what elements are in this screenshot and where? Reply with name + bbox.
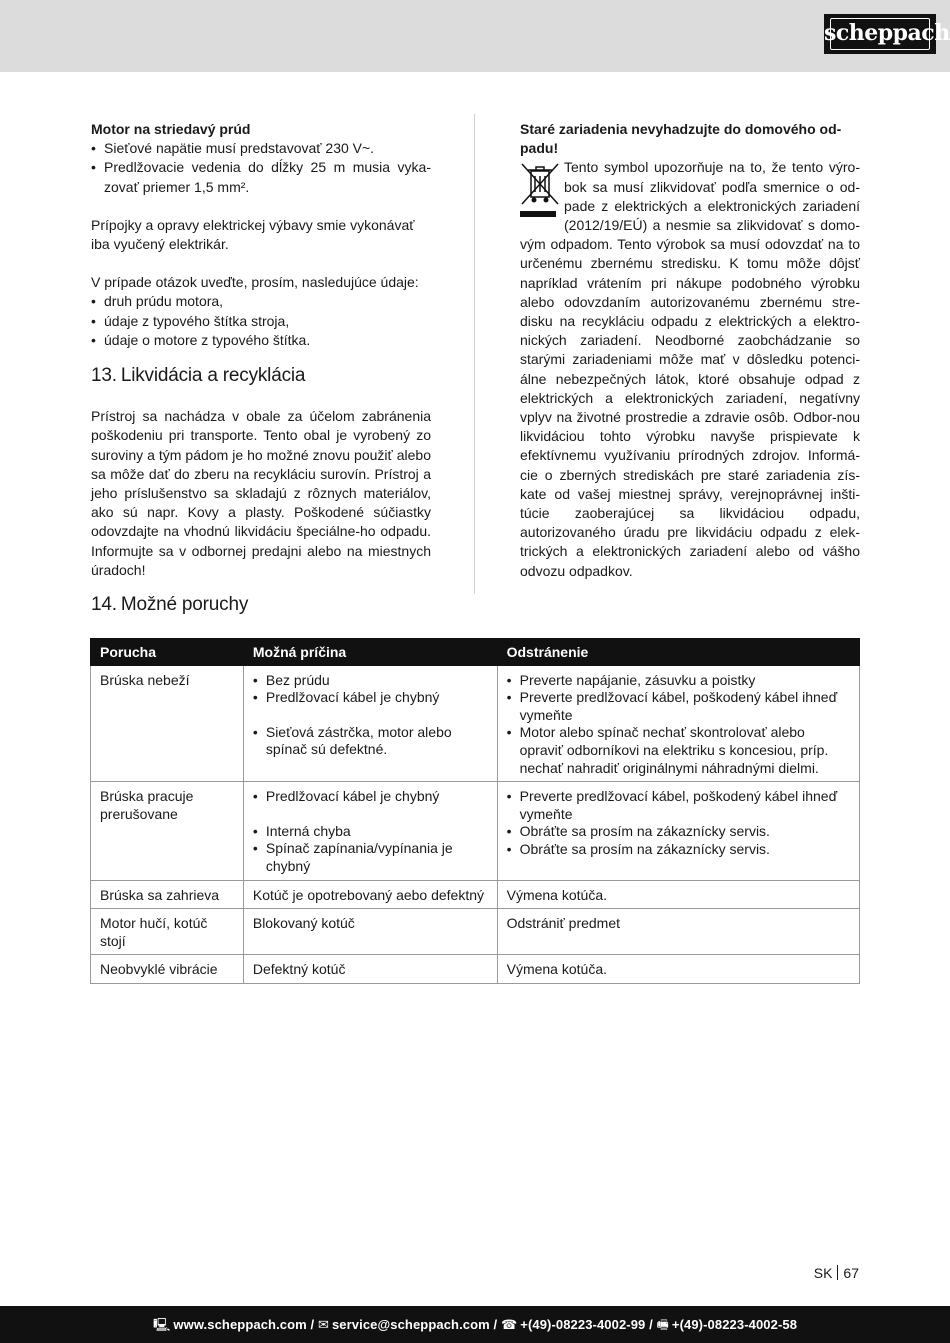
cause-cell: Blokovaný kotúč bbox=[243, 909, 497, 955]
header-cause: Možná príčina bbox=[243, 639, 497, 666]
fax-icon: 🖷 bbox=[656, 1317, 669, 1332]
questions-intro: V prípade otázok uveďte, prosím, nasledujúce údaje: bbox=[91, 274, 419, 291]
cause-item: • Interná chyba bbox=[253, 823, 488, 841]
phone-icon: ☎ bbox=[500, 1317, 518, 1332]
table-row bbox=[91, 665, 860, 782]
page-lang: SK bbox=[813, 1265, 833, 1281]
email-icon: ✉ bbox=[317, 1317, 329, 1332]
fault-cell: Brúska sa zahrieva bbox=[91, 880, 244, 909]
disposal-text-block bbox=[520, 158, 860, 580]
cause-item: • Spínač zapínania/vypínania je chybný bbox=[253, 840, 488, 875]
section-13-text: Prístroj sa nachádza v obale za účelom zabránenia poškodeniu pri transporte. Tento obal je vyrobený zo suroviny a tým pádom je ho možné znovu použiť alebo sa môže dať do zberu na recykláciu surovín. Prístroj a jeho príslušenstvo sa skladajú z rôznych materiálov, ako sú napr. Kovy a plasty. Poškodené súčiastky odovzdajte na vhodnú likvidáciu špeciálne-ho odpadu. Informujte sa v odbornej predajni alebo na miestnych úradoch! bbox=[91, 408, 431, 578]
cause-item: • Sieťová zástrčka, motor alebo spínač sú defektné. bbox=[253, 724, 488, 759]
remedy-cell bbox=[497, 782, 859, 880]
table-row bbox=[91, 909, 860, 955]
fault-cell: Brúska pracuje prerušovane bbox=[91, 782, 244, 880]
cause-cell: Kotúč je opotrebovaný aebo defektný bbox=[243, 880, 497, 909]
section-14-heading bbox=[91, 594, 248, 616]
weee-crossed-bin-icon bbox=[520, 160, 560, 218]
motor-bullet: • Predlžovacie vedenia do dĺžky 25 m musia vyka-zovať priemer 1,5 mm². bbox=[91, 158, 431, 196]
questions-bullet: • druh prúdu motora, bbox=[91, 292, 431, 311]
remedy-cell: Výmena kotúča. bbox=[497, 955, 859, 984]
disposal-text: Tento symbol upozorňuje na to, že tento výro-bok sa musí zlikvidovať podľa smernice o od-pade z elektrických a elektronických zariadení (2012/19/EÚ) a nesmie sa zlikvidovať s domo-vým odpadom. Tento výrobok sa musí odovzdať na to určenému zbernému stredisku. K tomu môže dôjsť napríklad vrátením pri nákupe podobného výrobku alebo odovzdaním autorizovanému zbernému stre-disku na recykláciu odpadu z elektrických a elektro-nických zariadení. Neodborné zaobchádzanie so starými zariadeniami môže mať v dôsledku potenci-álne nebezpečných látok, ktoré obsahuje odpad z elektrických a elektronických zariadení, negatívny vplyv na životné prostredie a zdravie osôb. Odbor-nou likvidáciou tohto výrobku navyše prispievate k efektívnemu využívaniu prírodných zdrojov. Informá-cie o zberných strediskách pre staré zariadenia zís-kate od vašej miestnej správy, verejnoprávnej inšti-túcie zaoberajúcej sa likvidáciou odpadu, autorizovaného úradu pre likvidáciu odpadu z elek-trických a elektronických zariadení alebo od vášho odvozu odpadkov. bbox=[520, 159, 860, 579]
cause-cell bbox=[243, 665, 497, 782]
footer-separator: / bbox=[645, 1317, 657, 1332]
footer-fax: +(49)-08223-4002-58 bbox=[671, 1317, 798, 1332]
brand-logo[interactable]: scheppach bbox=[824, 14, 936, 54]
remedy-item: • Obráťte sa prosím na zákaznícky servis. bbox=[507, 823, 850, 841]
page-number bbox=[814, 1265, 859, 1281]
section-13-number: 13. bbox=[91, 365, 117, 387]
remedy-item: • Preverte predlžovací kábel, poškodený kábel ihneď vymeňte bbox=[507, 689, 850, 724]
remedy-cell: Výmena kotúča. bbox=[497, 880, 859, 909]
computer-icon: 🖳 bbox=[152, 1317, 171, 1332]
fault-cell: Neobvyklé vibrácie bbox=[91, 955, 244, 984]
cause-item: • Predlžovací kábel je chybný bbox=[253, 788, 488, 806]
page-num: 67 bbox=[843, 1265, 859, 1281]
left-column bbox=[91, 120, 431, 580]
table-row bbox=[91, 955, 860, 984]
electrician-note: Prípojky a opravy elektrickej výbavy smie vykonávať iba vyučený elektrikár. bbox=[91, 216, 415, 253]
motor-title: Motor na striedavý prúd bbox=[91, 121, 251, 137]
table-header-row bbox=[91, 639, 860, 666]
motor-bullet: • Sieťové napätie musí predstavovať 230 V~. bbox=[91, 139, 431, 158]
footer-email[interactable]: service@scheppach.com bbox=[331, 1317, 490, 1332]
header-fault: Porucha bbox=[91, 639, 244, 666]
cause-item: • Bez prúdu bbox=[253, 672, 488, 690]
remedy-cell: Odstrániť predmet bbox=[497, 909, 859, 955]
fault-cell: Brúska nebeží bbox=[91, 665, 244, 782]
footer-web[interactable]: www.scheppach.com bbox=[173, 1317, 307, 1332]
section-14-title: Možné poruchy bbox=[120, 594, 249, 615]
table-row bbox=[91, 880, 860, 909]
disposal-title: Staré zariadenia nevyhadzujte do domového od-padu! bbox=[520, 121, 842, 157]
footer-bar bbox=[0, 1306, 950, 1343]
footer-separator: / bbox=[306, 1317, 318, 1332]
header-bar bbox=[0, 0, 950, 72]
cause-cell bbox=[243, 782, 497, 880]
cause-cell: Defektný kotúč bbox=[243, 955, 497, 984]
remedy-item: • Preverte predlžovací kábel, poškodený kábel ihneď vymeňte bbox=[507, 788, 850, 823]
right-column bbox=[520, 120, 860, 581]
table-row bbox=[91, 782, 860, 880]
fault-cell: Motor hučí, kotúč stojí bbox=[91, 909, 244, 955]
section-14-number: 14. bbox=[91, 594, 117, 615]
section-13-title: Likvidácia a recyklácia bbox=[120, 365, 306, 387]
footer-phone[interactable]: +(49)-08223-4002-99 bbox=[520, 1317, 646, 1332]
faults-table bbox=[90, 638, 860, 984]
section-13-heading bbox=[91, 366, 431, 385]
remedy-item: • Preverte napájanie, zásuvku a poistky bbox=[507, 672, 850, 690]
header-remedy: Odstránenie bbox=[497, 639, 859, 666]
questions-bullet: • údaje o motore z typového štítka. bbox=[91, 331, 431, 350]
cause-item: • Predlžovací kábel je chybný bbox=[253, 689, 488, 707]
remedy-item: • Obráťte sa prosím na zákaznícky servis. bbox=[507, 841, 850, 859]
remedy-item: • Motor alebo spínač nechať skontrolovať alebo opraviť odborníkovi na elektriku s koncesiou, príp. nechať nahradiť originálnymi náhradnými dielmi. bbox=[507, 724, 850, 777]
questions-bullet: • údaje z typového štítka stroja, bbox=[91, 312, 431, 331]
column-divider bbox=[474, 114, 475, 594]
remedy-cell bbox=[497, 665, 859, 782]
footer-separator: / bbox=[489, 1317, 501, 1332]
